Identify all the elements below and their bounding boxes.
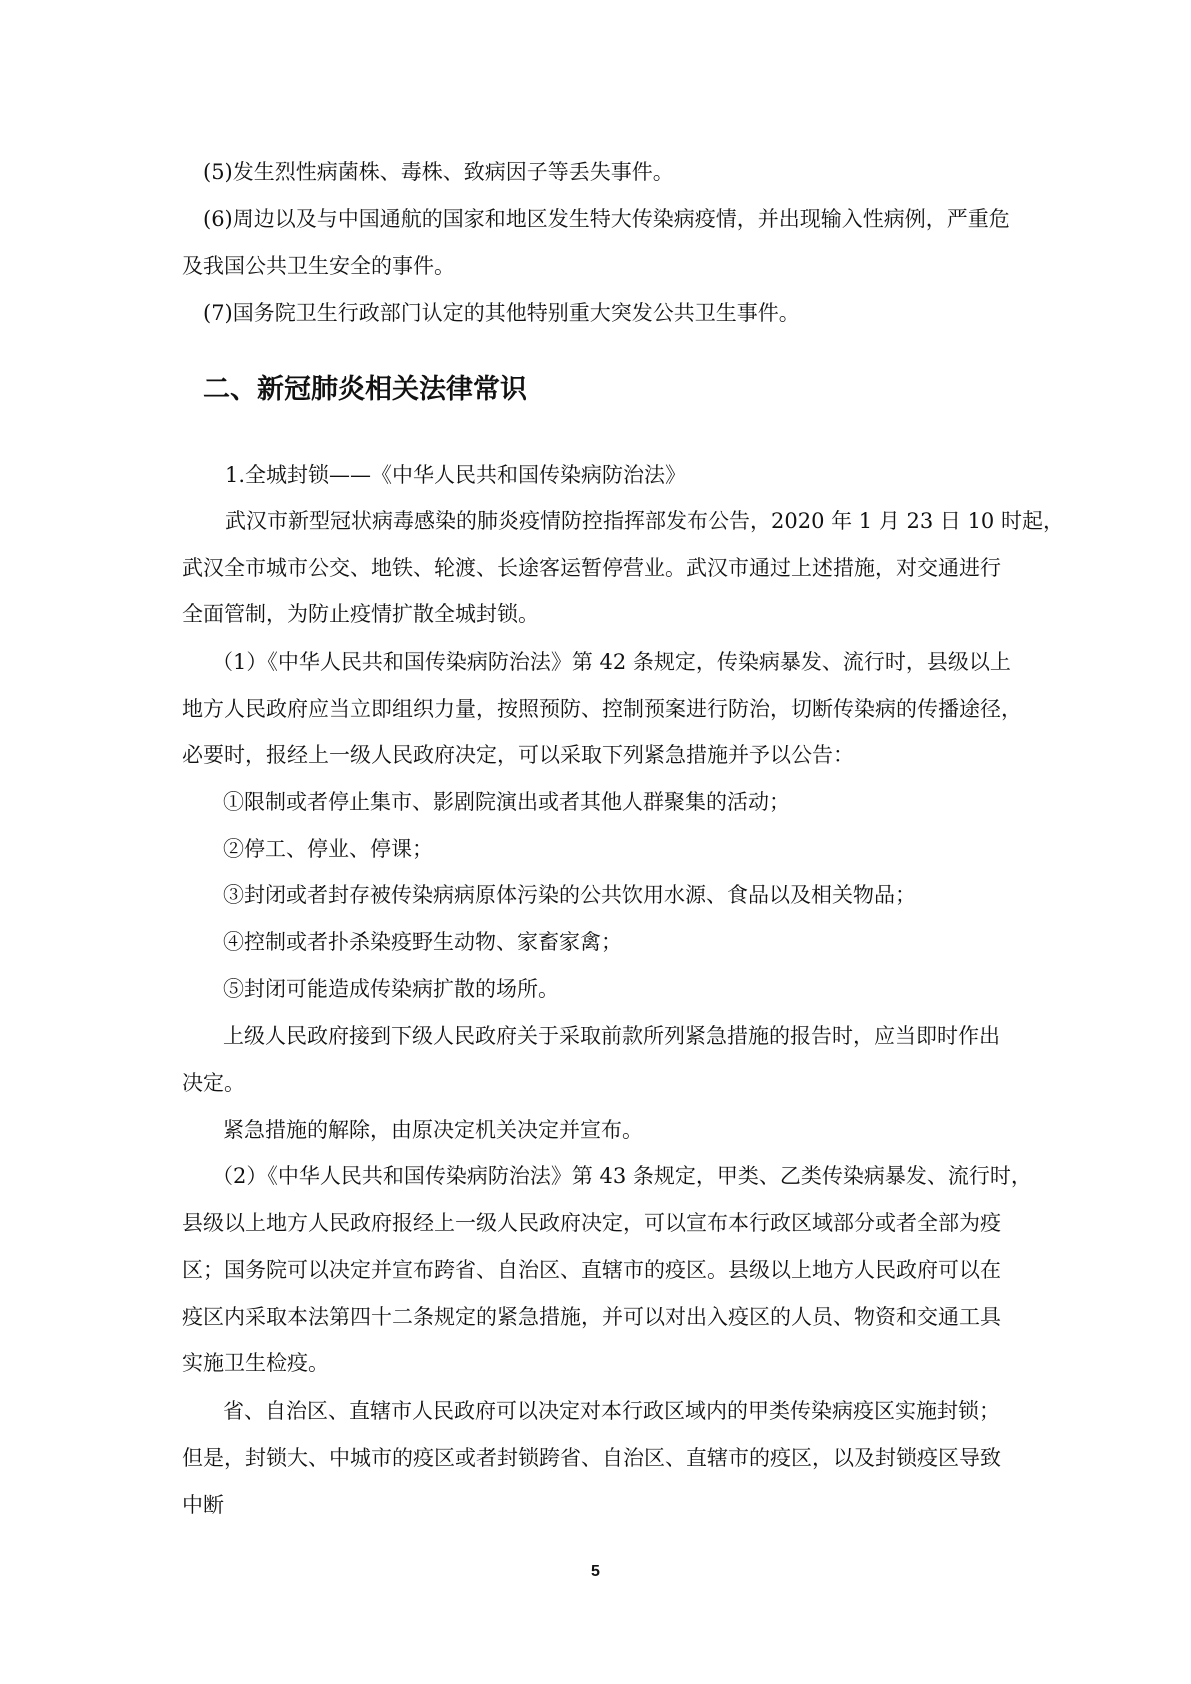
measure-1: ①限制或者停止集市、影剧院演出或者其他人群聚集的活动；	[223, 790, 790, 814]
province-line-1: 省、自治区、直辖市人民政府可以决定对本行政区域内的甲类传染病疫区实施封锁；	[223, 1399, 1000, 1423]
intro-line-2: 武汉全市城市公交、地铁、轮渡、长途客运暂停营业。武汉市通过上述措施，对交通进行	[182, 556, 1001, 580]
article43-line-4: 疫区内采取本法第四十二条规定的紧急措施，并可以对出入疫区的人员、物资和交通工具	[182, 1305, 1001, 1329]
intro-line-3: 全面管制，为防止疫情扩散全城封锁。	[182, 602, 539, 626]
measure-4: ④控制或者扑杀染疫野生动物、家畜家禽；	[223, 930, 622, 954]
article43-line-2: 县级以上地方人民政府报经上一级人民政府决定，可以宣布本行政区域部分或者全部为疫	[182, 1211, 1001, 1235]
item-5: (5)发生烈性病菌株、毒株、致病因子等丢失事件。	[203, 160, 674, 184]
article42-line-2: 地方人民政府应当立即组织力量，按照预防、控制预案进行防治，切断传染病的传播途径，	[182, 697, 1022, 721]
province-line-3: 中断	[182, 1493, 224, 1517]
measure-3: ③封闭或者封存被传染病病原体污染的公共饮用水源、食品以及相关物品；	[223, 883, 916, 907]
report-line-2: 决定。	[182, 1071, 245, 1095]
article43-line-5: 实施卫生检疫。	[182, 1351, 329, 1375]
section-heading: 二、新冠肺炎相关法律常识	[203, 374, 527, 405]
province-line-2: 但是，封锁大、中城市的疫区或者封锁跨省、自治区、直辖市的疫区，以及封锁疫区导致	[182, 1446, 1001, 1470]
article43-line-3: 区；国务院可以决定并宣布跨省、自治区、直辖市的疫区。县级以上地方人民政府可以在	[182, 1258, 1001, 1282]
article42-line-1: （1）《中华人民共和国传染病防治法》第 42 条规定，传染病暴发、流行时，县级以上	[212, 650, 1011, 674]
article43-line-1: （2）《中华人民共和国传染病防治法》第 43 条规定，甲类、乙类传染病暴发、流行时，	[212, 1164, 1032, 1188]
release-line: 紧急措施的解除，由原决定机关决定并宣布。	[223, 1118, 643, 1142]
item-6-line-2: 及我国公共卫生安全的事件。	[182, 254, 455, 278]
item-7: (7)国务院卫生行政部门认定的其他特别重大突发公共卫生事件。	[203, 301, 800, 325]
article42-line-3: 必要时，报经上一级人民政府决定，可以采取下列紧急措施并予以公告：	[182, 743, 854, 767]
subheading: 1.全城封锁——《中华人民共和国传染病防治法》	[225, 463, 687, 487]
item-6-line-1: (6)周边以及与中国通航的国家和地区发生特大传染病疫情，并出现输入性病例，严重危	[203, 207, 1010, 231]
report-line-1: 上级人民政府接到下级人民政府关于采取前款所列紧急措施的报告时，应当即时作出	[223, 1024, 1000, 1048]
page-number: 5	[591, 1563, 600, 1580]
intro-line-1: 武汉市新型冠状病毒感染的肺炎疫情防控指挥部发布公告，2020 年 1 月 23 日 10 时起，	[225, 509, 1064, 533]
measure-5: ⑤封闭可能造成传染病扩散的场所。	[223, 977, 559, 1001]
measure-2: ②停工、停业、停课；	[223, 837, 433, 861]
